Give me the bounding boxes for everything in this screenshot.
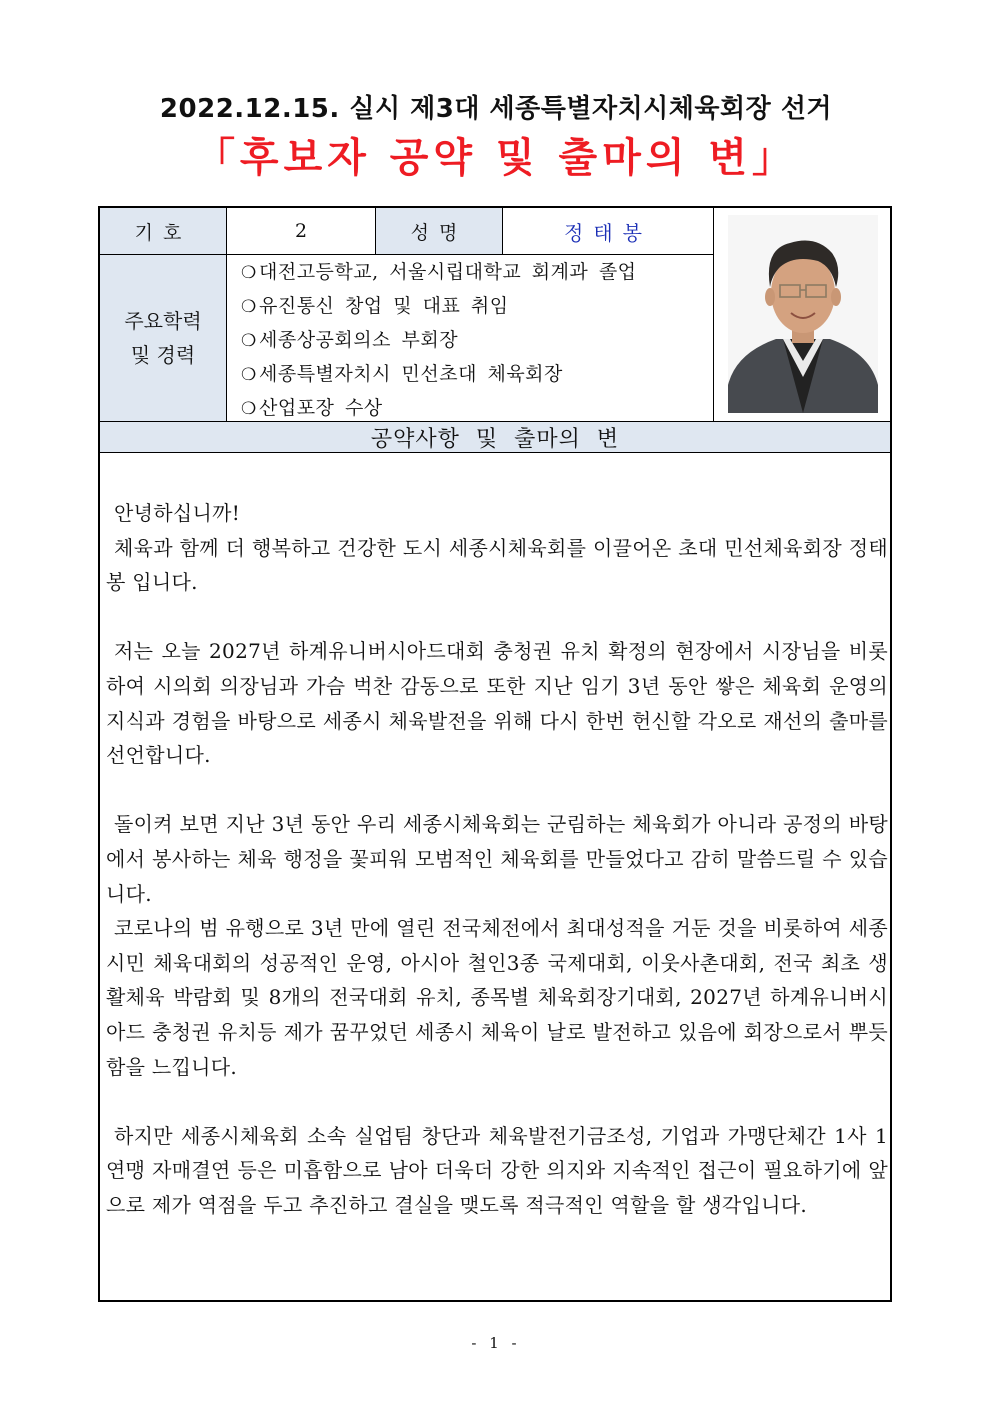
name-label-cell [375, 208, 502, 255]
candidate-photo [728, 215, 878, 413]
circle-bullet-icon: ❍ [241, 365, 257, 385]
document-title: 「후보자 공약 및 출마의 변」 [194, 135, 798, 181]
career-label-line1: 주요학력 [124, 309, 202, 333]
number-value-cell [226, 208, 375, 255]
statement-paragraph: 저는 오늘 2027년 하계유니버시아드대회 충청권 유치 확정의 현장에서 시장님을 비롯하여 시의회 의장님과 가슴 벅찬 감동으로 또한 지난 임기 3년 동안 쌓은 체육회 운영의 지식과 경험을 바탕으로 세종시 체육발전을 위해 다시 한번 헌신할 각오로 재선의 출마를 선언합니다. [106, 639, 888, 768]
career-item: ❍ 대전고등학교, 서울시립대학교 회계과 졸업 [241, 255, 713, 289]
statement-paragraph: 돌이켜 보면 지난 3년 동안 우리 세종시체육회는 군림하는 체육회가 아니라 공정의 바탕에서 봉사하는 체육 행정을 꽃피워 모범적인 체육회를 만들었다고 감히 말씀드릴 수 있습니다. [106, 812, 888, 906]
career-label-line2: 및 경력 [130, 343, 196, 367]
circle-bullet-icon: ❍ [241, 297, 257, 317]
career-item: ❍ 세종상공회의소 부회장 [241, 323, 713, 357]
career-list [241, 255, 713, 425]
number-label: 기호 [134, 221, 192, 244]
candidate-form [98, 206, 892, 1302]
election-title: 2022.12.15. 실시 제3대 세종특별자치시체육회장 선거 [159, 94, 833, 124]
section-title-cell [100, 421, 890, 453]
statement-paragraph: 체육과 함께 더 행복하고 건강한 도시 세종시체육회를 이끌어온 초대 민선체육회장 정태봉 입니다. [106, 535, 888, 595]
statement-paragraph: 안녕하십니까! [114, 501, 241, 525]
circle-bullet-icon: ❍ [241, 331, 257, 351]
name-value-cell [502, 208, 713, 255]
statement-paragraph: 하지만 세종시체육회 소속 실업팀 창단과 체육발전기금조성, 기업과 가맹단체간 1사 1연맹 자매결연 등은 미흡함으로 남아 더욱더 강한 의지와 지속적인 접근이 필요하기에 앞으로 제가 역점을 두고 추진하고 결실을 맺도록 적극적인 역할을 할 생각입니다. [106, 1123, 888, 1217]
career-cell [226, 255, 713, 421]
career-label-cell [100, 255, 226, 421]
career-item: ❍ 유진통신 창업 및 대표 취임 [241, 289, 713, 323]
number-label-cell [100, 208, 226, 255]
statement-body [106, 496, 888, 1222]
circle-bullet-icon: ❍ [241, 399, 257, 419]
career-item: ❍ 산업포장 수상 [241, 391, 713, 425]
candidate-name: 정태봉 [564, 220, 652, 245]
statement-paragraph: 코로나의 범 유행으로 3년 만에 열린 전국체전에서 최대성적을 거둔 것을 비롯하여 세종시민 체육대회의 성공적인 운영, 아시아 철인3종 국제대회, 이웃사촌대회, 전국 최초 생활체육 박람회 및 8개의 전국대회 유치, 종목별 체육회장기대회, 2027년 하계유니버시아드 충청권 유치등 제가 꿈꾸었던 세종시 체육이 날로 발전하고 있음에 회장으로서 뿌듯함을 느낍니다. [106, 916, 888, 1079]
name-label: 성명 [410, 221, 468, 244]
page-number: - 1 - [471, 1334, 521, 1352]
candidate-number: 2 [294, 220, 308, 242]
section-title: 공약사항 및 출마의 변 [370, 426, 620, 452]
circle-bullet-icon: ❍ [241, 263, 257, 283]
career-item: ❍ 세종특별자치시 민선초대 체육회장 [241, 357, 713, 391]
